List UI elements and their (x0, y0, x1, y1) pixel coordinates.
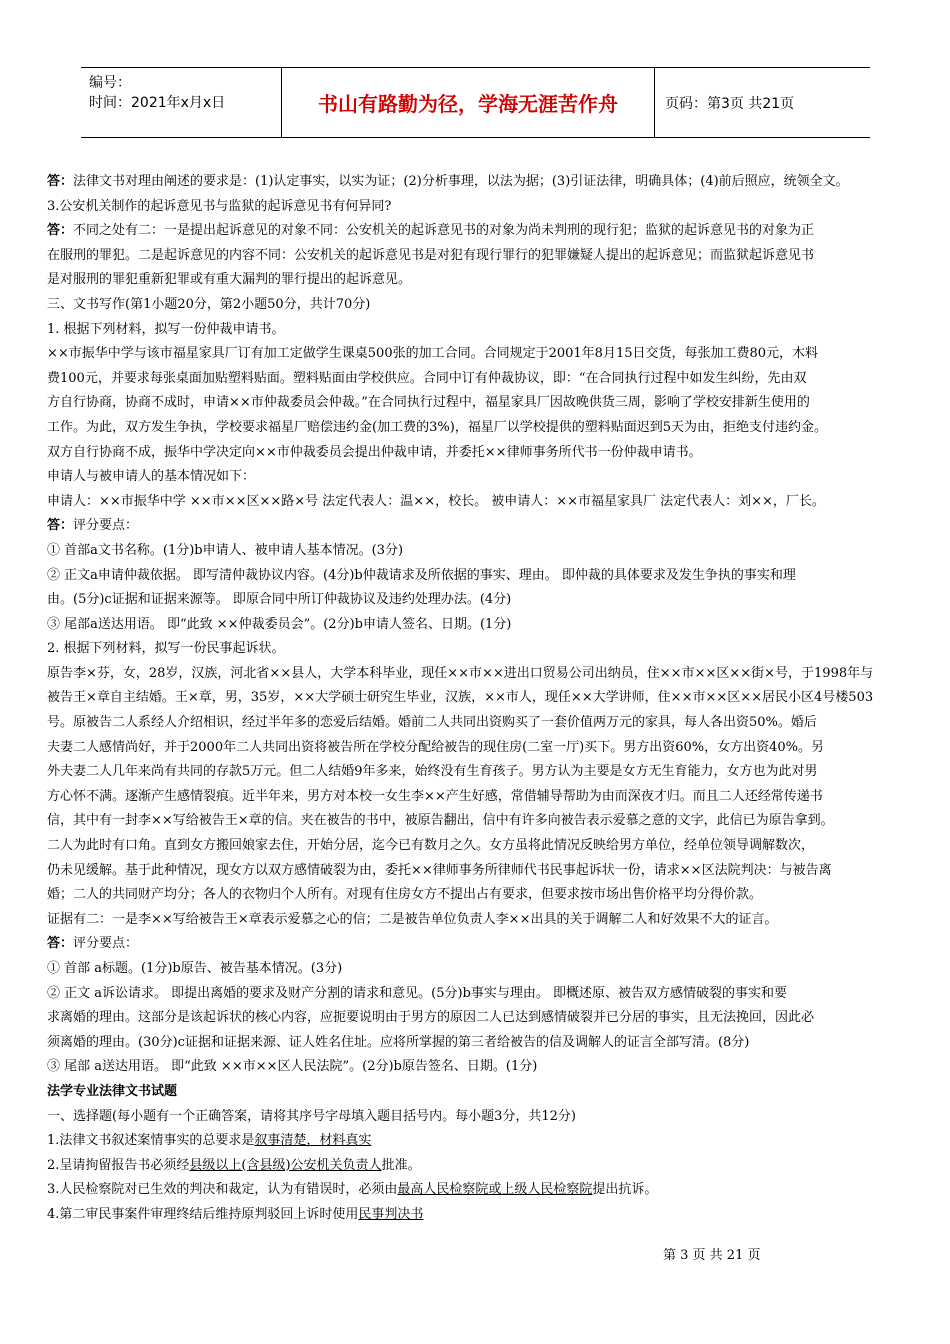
answer-underlined: 叙事清楚，材料真实 (254, 1133, 372, 1149)
document-date-label: 时间：2021年x月x日 (89, 95, 226, 111)
text-line: 须离婚的理由。(30分)c证据和证据来源、证人姓名住址。应将所掌握的第三者给被告的信及调解人的证言全部写清。(8分) (47, 1034, 750, 1050)
text-line: 求离婚的理由。这部分是该起诉状的核心内容，应扼要说明由于男方的原因二人已达到感情破裂并已分居的事实，且无法挽回，因此必 (47, 1010, 815, 1026)
text-line: 答：不同之处有二：一是提出起诉意见的对象不同：公安机关的起诉意见书的对象为尚未判刑的现行犯；监狱的起诉意见书的对象为正 (47, 223, 815, 239)
text-line: ××市振华中学与该市福星家具厂订有加工定做学生课桌500张的加工合同。合同规定于2001年8月15日交货，每张加工费80元，木料 (47, 346, 819, 362)
text-line: 夫妻二人感情尚好，并于2000年二人共同出资将被告所在学校分配给被告的现住房(二室一厅)买下。男方出资60%，女方出资40%。另 (47, 739, 825, 755)
question-line: 1.法律文书叙述案情事实的总要求是叙事清楚，材料真实 (47, 1133, 372, 1149)
text-line: ① 首部 a标题。(1分)b原告、被告基本情况。(3分) (47, 961, 343, 976)
text-line: 双方自行协商不成，振华中学决定向××市仲裁委员会提出仲裁申请，并委托××律师事务所代书一份仲裁申请书。 (47, 444, 702, 460)
text-line: 外夫妻二人几年来尚有共同的存款5万元。但二人结婚9年多来，始终没有生育孩子。男方认为主要是女方无生育能力，女方也为此对男 (47, 764, 818, 780)
section-title: 法学专业法律文书试题 (47, 1083, 178, 1099)
document-body (47, 170, 915, 1228)
text-line: 方自行协商，协商不成时，申请××市仲裁委员会仲裁。”在合同执行过程中，福星家具厂因故晚供货三周，影响了学校安排新生使用的 (47, 395, 810, 411)
text-line: 在服刑的罪犯。二是起诉意见的内容不同：公安机关的起诉意见书是对犯有现行罪行的犯罪嫌疑人提出的起诉意见；而监狱起诉意见书 (47, 247, 815, 263)
text-line: 号。原被告二人系经人介绍相识，经过半年多的恋爱后结婚。婚前二人共同出资购买了一套价值两万元的家具，每人各出资50%。婚后 (47, 715, 817, 731)
text-line: 申请人：××市振华中学 ××市××区××路×号 法定代表人：温××，校长。 被申请人：××市福星家具厂 法定代表人：刘××，厂长。 (47, 493, 825, 509)
text-line: ① 首部a文书名称。(1分)b申请人、被申请人基本情况。(3分) (47, 542, 404, 558)
text-line: 婚；二人的共同财产均分；各人的衣物归个人所有。对现有住房女方不提出占有要求，但要求按市场出售价格平均分得价款。 (47, 887, 763, 903)
page-footer: 第 3 页 共 21 页 (663, 1248, 761, 1263)
text-line: 答：评分要点： (47, 518, 139, 534)
answer-underlined: 最高人民检察院或上级人民检察院 (397, 1182, 593, 1198)
text-line: 由。(5分)c证据和证据来源等。 即原合同中所订仲裁协议及违约处理办法。(4分) (47, 592, 512, 608)
answer-underlined: 民事判决书 (358, 1206, 424, 1222)
section-heading: 三、文书写作(第1小题20分，第2小题50分，共计70分) (47, 296, 371, 312)
header-page-label: 页码：第3页 共21页 (665, 95, 795, 112)
text-line: ③ 尾部 a送达用语。 即“此致 ××市××区人民法院”。(2分)b原告签名、日期。(1分) (47, 1059, 538, 1075)
question-line: 3.人民检察院对已生效的判决和裁定，认为有错误时，必须由最高人民检察院或上级人民检察院提出抗诉。 (47, 1182, 658, 1198)
text-line: 申请人与被申请人的基本情况如下： (47, 469, 256, 485)
answer-underlined: 县级以上(含县级)公安机关负责人 (189, 1157, 382, 1173)
text-line: 被告王×章自主结婚。王×章，男，35岁，××大学硕士研究生毕业，汉族，××市人，现任××大学讲师，住××市××区××居民小区4号楼503 (47, 690, 874, 706)
text-line: 仍未见缓解。基于此种情况，现女方以双方感情破裂为由，委托××律师事务所律师代书民事起诉状一份，请求××区法院判决：与被告离 (47, 862, 832, 878)
text-line: ② 正文a申请仲裁依据。 即写清仲裁协议内容。(4分)b仲裁请求及所依据的事实、理由。 即仲裁的具体要求及发生争执的事实和理 (47, 567, 796, 583)
text-line: 方心怀不满。逐渐产生感情裂痕。近半年来，男方对本校一女生李××产生好感，常借辅导帮助为由而深夜才归。而且二人还经常传递书 (47, 788, 823, 804)
text-line: 二人为此时有口角。直到女方搬回娘家去住，开始分居，迄今已有数月之久。女方虽将此情况反映给男方单位，经单位领导调解数次， (47, 838, 815, 854)
header-motto: 书山有路勤为径，学海无涯苦作舟 (282, 68, 655, 137)
text-line: 答：评分要点： (47, 936, 139, 952)
page-header (81, 67, 870, 138)
text-line: 3.公安机关制作的起诉意见书与监狱的起诉意见书有何异同? (47, 198, 392, 214)
question-line: 4.第二审民事案件审理终结后维持原判驳回上诉时使用民事判决书 (47, 1206, 424, 1222)
text-line: 2. 根据下列材料，拟写一份民事起诉状。 (47, 641, 285, 657)
header-meta (81, 68, 282, 137)
text-line: ③ 尾部a送达用语。 即“此致 ××仲裁委员会”。(2分)b申请人签名、日期。(1分) (47, 616, 512, 632)
section-heading: 一、选择题(每小题有一个正确答案，请将其序号字母填入题目括号内。每小题3分，共12分) (47, 1108, 576, 1124)
document-number-label: 编号： (89, 75, 131, 91)
text-line: 费100元，并要求每张桌面加贴塑料贴面。塑料贴面由学校供应。合同中订有仲裁协议，即：“在合同执行过程中如发生纠纷，先由双 (47, 370, 807, 386)
text-line: 答：法律文书对理由阐述的要求是：(1)认定事实，以实为证；(2)分析事理，以法为据；(3)引证法律，明确具体；(4)前后照应，统领全文。 (47, 174, 849, 189)
text-line: 信，其中有一封李××写给被告王×章的信。夹在被告的书中，被原告翻出，信中有许多向被告表示爱慕之意的文字，此信已为原告拿到。 (47, 813, 834, 829)
text-line: ② 正文 a诉讼请求。 即提出离婚的要求及财产分割的请求和意见。(5分)b事实与理由。 即概述原、被告双方感情破裂的事实和要 (47, 985, 788, 1001)
text-line: 是对服刑的罪犯重新犯罪或有重大漏判的罪行提出的起诉意见。 (47, 272, 412, 288)
text-line: 1. 根据下列材料，拟写一份仲裁申请书。 (47, 321, 285, 337)
question-line: 2.呈请拘留报告书必须经县级以上(含县级)公安机关负责人批准。 (47, 1157, 421, 1173)
text-line: 原告李×芬，女，28岁，汉族，河北省××县人，大学本科毕业，现任××市××进出口贸易公司出纳员，住××市××区××街×号，于1998年与 (47, 665, 874, 681)
text-line: 工作。为此，双方发生争执，学校要求福星厂赔偿违约金(加工费的3%)，福星厂以学校提供的塑料贴面迟到5天为由，拒绝支付违约金。 (47, 419, 828, 435)
text-line: 证据有二：一是李××写给被告王×章表示爱慕之心的信；二是被告单位负责人李××出具的关于调解二人和好效果不大的证言。 (47, 911, 778, 927)
